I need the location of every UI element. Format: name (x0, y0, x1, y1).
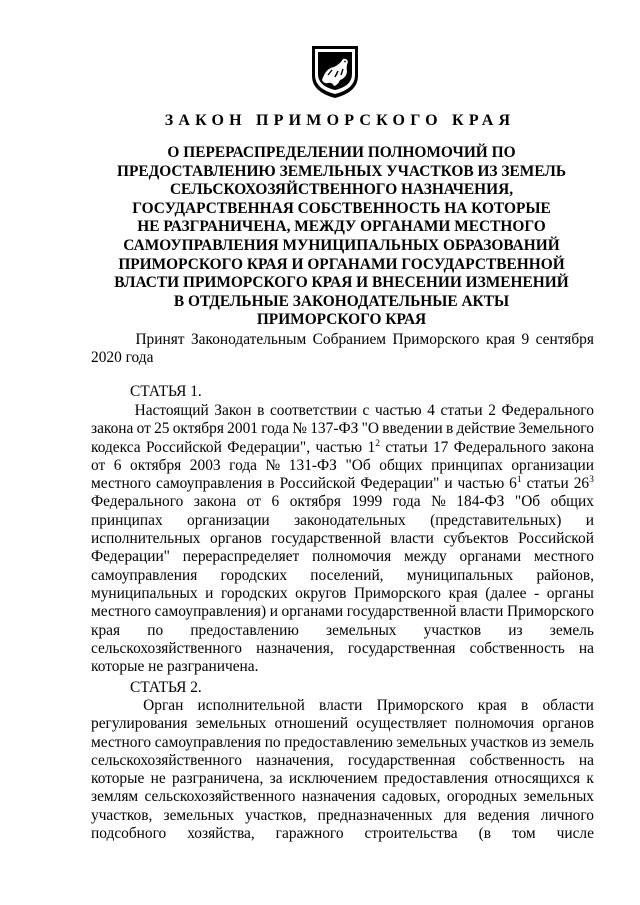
word: в (445, 420, 454, 438)
adoption-note (91, 331, 594, 368)
word: 6 (113, 456, 122, 474)
word: Федерального (453, 438, 547, 456)
word: Федерального (501, 402, 594, 419)
word: (далее (485, 584, 527, 602)
word: сентября (535, 331, 594, 348)
word: числе (556, 825, 594, 843)
word: подсобного (91, 825, 167, 843)
word: октября (289, 493, 341, 511)
word: муниципальных (91, 584, 198, 602)
word: законодательных (294, 511, 406, 529)
word: огородных (446, 788, 518, 806)
word: на (578, 639, 594, 657)
subject-line: ВЛАСТИ ПРИМОРСКОГО КРАЯ И ВНЕСЕНИИ ИЗМЕНЕНИЙ (114, 274, 569, 292)
word: хозяйства, (187, 825, 255, 843)
word: перераспределяет (182, 548, 300, 566)
word: 9 (521, 331, 530, 348)
word: не (150, 770, 166, 788)
word: в (267, 475, 275, 493)
word: сельскохозяйственного (91, 751, 242, 769)
word: 184-ФЗ (456, 493, 505, 511)
word: частью (457, 475, 505, 493)
word: осуществляет (356, 715, 447, 733)
word: Земельного (518, 420, 594, 438)
word: и (444, 475, 453, 493)
word: земельных (195, 715, 267, 733)
subject-line: ПРИМОРСКОГО КРАЯ И ОРГАНАМИ ГОСУДАРСТВЕННОЙ (118, 255, 565, 273)
article-1-heading: СТАТЬЯ 1. (130, 383, 202, 400)
word: года (392, 493, 421, 511)
part-number: $6^1$ (509, 475, 522, 493)
paragraph-indent (91, 331, 129, 349)
word: исполнительных (91, 530, 201, 548)
word: государственная (347, 751, 456, 769)
subject-line: ПРЕДОСТАВЛЕНИЮ ЗЕМЕЛЬНЫХ УЧАСТКОВ ИЗ ЗЕМЕЛЬ (116, 162, 567, 180)
word: Орган (143, 697, 184, 714)
word: из (531, 733, 547, 751)
word: государственная (347, 639, 456, 657)
word: собственность (469, 639, 565, 657)
word: гаражного (275, 825, 344, 843)
word: предоставлению (284, 733, 393, 751)
word: 4 (427, 402, 435, 419)
word: № (265, 456, 281, 474)
word: садовых, (381, 788, 441, 806)
word: предоставления (383, 770, 489, 788)
word: власти (460, 603, 504, 621)
word: личного (540, 806, 594, 824)
word: относящихся (494, 770, 581, 788)
word: ведения (477, 806, 530, 824)
word: в (257, 402, 265, 419)
word: статьи (385, 438, 428, 456)
word: собственность (469, 751, 565, 769)
word: от (136, 420, 151, 438)
word: с (362, 402, 370, 419)
word: закона (193, 493, 237, 511)
word: края (485, 331, 516, 348)
word: назначения, (256, 751, 334, 769)
word: 25 (154, 420, 170, 438)
word: для (443, 806, 467, 824)
word: общих (379, 456, 423, 474)
word: в (521, 697, 529, 714)
subject-line: В ОТДЕЛЬНЫЕ ЗАКОНОДАТЕЛЬНЫЕ АКТЫ (173, 292, 510, 310)
word: власти (390, 530, 434, 548)
word: № (431, 493, 446, 511)
word: строительства (364, 825, 458, 843)
word: действие (456, 420, 516, 438)
word: закона (91, 420, 134, 438)
word: регулирования (91, 715, 188, 733)
word: Федерации" (360, 475, 440, 493)
word: от (91, 456, 106, 474)
word: частью (315, 438, 363, 456)
word: том (511, 825, 536, 843)
word: участков (423, 621, 482, 639)
word: области (542, 697, 594, 714)
word: на (578, 751, 594, 769)
word: самоуправления (91, 566, 198, 584)
word: самоуправления (154, 733, 262, 751)
word: участков (470, 733, 529, 751)
word: земельных (326, 621, 397, 639)
word: статьи (440, 402, 483, 419)
word: земельных (163, 806, 234, 824)
word: разграничена, (171, 770, 264, 788)
subject-line: СЕЛЬСКОХОЗЯЙСТВЕННОГО НАЗНАЧЕНИЯ, (169, 181, 514, 199)
word: исполнительной (197, 697, 305, 714)
word: земель (549, 621, 594, 639)
word: органами (281, 603, 344, 621)
word: Российской (518, 530, 594, 548)
word: края (448, 584, 478, 602)
word: Приморского (506, 603, 594, 621)
subject-line: ПРИМОРСКОГО КРАЯ (256, 311, 427, 329)
article-1-text (91, 402, 594, 676)
word: исключением (288, 770, 378, 788)
word: и (269, 603, 278, 621)
word: субъектов (443, 530, 509, 548)
word: органы (546, 584, 594, 602)
word: "Об (345, 456, 371, 474)
word: местного (533, 548, 594, 566)
word: местного (91, 733, 152, 751)
word: поселений, (310, 566, 384, 584)
word: закона (551, 438, 594, 456)
word: которые (91, 770, 145, 788)
article-2-heading: СТАТЬЯ 2. (130, 679, 202, 696)
word: местного (91, 603, 152, 621)
word: органов (542, 715, 594, 733)
word: общих (550, 493, 594, 511)
adoption-date-line: 2020 года (91, 349, 154, 367)
law-title: ЗАКОН ПРИМОРСКОГО КРАЯ (164, 112, 516, 129)
word: органами (459, 548, 522, 566)
word: кодекса (91, 438, 141, 456)
word: 2003 (189, 456, 221, 474)
word: государственной (271, 530, 381, 548)
word: октября (130, 456, 182, 474)
word: Приморского (353, 584, 442, 602)
word: Приморского (376, 697, 464, 714)
word: 6 (271, 493, 280, 511)
word: соответствии (269, 402, 357, 419)
subject-line: О ПЕРЕРАСПРЕДЕЛЕНИИ ПОЛНОМОЧИЙ ПО (167, 144, 516, 161)
word: Принят (135, 331, 185, 348)
word: организации (187, 511, 270, 529)
article-2-text (91, 697, 594, 843)
word: власти (319, 697, 363, 714)
word: Закон (214, 402, 252, 419)
article-number: $26^3$ (573, 475, 594, 493)
word: городских (220, 584, 288, 602)
word: статьи (526, 475, 569, 493)
word: местного (91, 475, 152, 493)
word: из (508, 621, 523, 639)
paragraph-indent (91, 697, 129, 715)
word: самоуправления (156, 475, 263, 493)
word: Собранием (312, 331, 387, 348)
word: 137-ФЗ (310, 420, 359, 438)
word: сельскохозяйственного (91, 639, 242, 657)
subject-line: ГОСУДАРСТВЕННАЯ СОБСТВЕННОСТЬ НА КОТОРЫЕ (132, 199, 551, 217)
word: районов, (536, 566, 594, 584)
word: Настоящий (134, 402, 209, 419)
word: к (586, 770, 594, 788)
subject-line: САМОУПРАВЛЕНИЯ МУНИЦИПАЛЬНЫХ ОБРАЗОВАНИЙ (123, 236, 560, 254)
part-number: $1^2$ (367, 438, 380, 456)
word: от (246, 493, 261, 511)
paragraph-end: которые не разграничена. (91, 658, 259, 676)
subject-line: НЕ РАЗГРАНИЧЕНА, МЕЖДУ ОРГАНАМИ МЕСТНОГО (137, 218, 546, 236)
word: и (205, 584, 214, 602)
word: введении (382, 420, 443, 438)
word: участков, (245, 806, 307, 824)
word: землям (91, 788, 139, 806)
word: земельных (396, 733, 467, 751)
word: и (585, 511, 594, 529)
word: отношений (274, 715, 349, 733)
word: принципах (431, 456, 503, 474)
word: полномочия (312, 548, 392, 566)
word: за (269, 770, 283, 788)
word: сельскохозяйственного (144, 788, 296, 806)
word: земельных (523, 788, 594, 806)
word: 17 (432, 438, 449, 456)
law-subject-title (90, 144, 593, 330)
word: Российской (145, 438, 222, 456)
word: края (477, 697, 507, 714)
paragraph-indent (91, 402, 129, 420)
word: между (404, 548, 447, 566)
word: Российской (279, 475, 356, 493)
word: (в (478, 825, 491, 843)
word: предоставлению (190, 621, 299, 639)
word: назначения (301, 788, 376, 806)
word: по (147, 621, 164, 639)
word: (представительных) (430, 511, 562, 529)
word: Законодательным (190, 331, 307, 348)
word: - (534, 584, 540, 602)
word: по (264, 733, 281, 751)
word: полномочия (454, 715, 535, 733)
word: самоуправления) (154, 603, 267, 621)
word: 2 (488, 402, 496, 419)
word: 1999 (351, 493, 383, 511)
word: края (91, 621, 121, 639)
word: года (261, 420, 290, 438)
word: государственной (346, 603, 457, 621)
word: земель (549, 733, 594, 751)
word: предназначенных (317, 806, 433, 824)
word: № (292, 420, 307, 438)
word: Федерального (91, 493, 184, 511)
word: назначения, (256, 639, 334, 657)
word: 131-ФЗ (288, 456, 337, 474)
word: округов (295, 584, 347, 602)
word: октября (172, 420, 224, 438)
word: года (229, 456, 257, 474)
word: органов (210, 530, 262, 548)
word: частью (374, 402, 422, 419)
word: Федерации" (91, 548, 170, 566)
word: Федерации", (227, 438, 311, 456)
word: Приморского (392, 331, 480, 348)
word: 2001 (227, 420, 258, 438)
primorsky-coat-of-arms-icon (310, 42, 360, 100)
word: городских (220, 566, 288, 584)
word: участков, (91, 806, 153, 824)
word: "О (361, 420, 379, 438)
word: "Об (514, 493, 541, 511)
word: принципах (91, 511, 163, 529)
word: организации (511, 456, 594, 474)
word: муниципальных (406, 566, 514, 584)
